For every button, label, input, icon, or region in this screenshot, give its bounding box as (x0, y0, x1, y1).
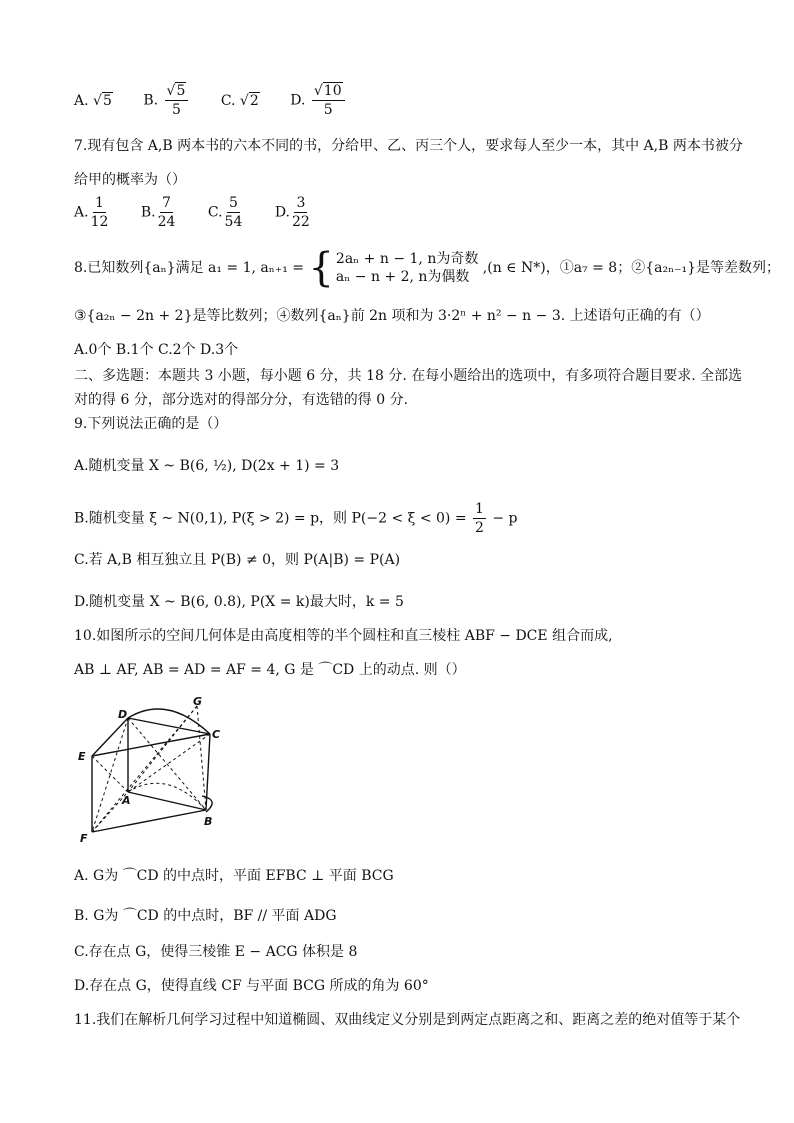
section2-instructions-line2: 对的得 6 分，部分选对的得部分分，有选错的得 0 分. (74, 392, 409, 408)
q6-option-b: B. $\frac{√5}{5}$ (143, 82, 190, 119)
q9-option-c: C.若 A,B 相互独立且 P(B) ≠ 0，则 P(A|B) = P(A) (74, 552, 401, 568)
q8-options: A.0个 B.1个 C.2个 D.3个 (74, 342, 239, 358)
q7-option-b: B. $\frac{7}{24}$ (140, 195, 176, 230)
q11-stem-line1: 11.我们在解析几何学习过程中知道椭圆、双曲线定义分别是到两定点距离之和、距离之差的绝对值等于某个 (74, 1012, 741, 1028)
fig-label-d: D (118, 708, 128, 721)
fig-label-f: F (80, 832, 88, 845)
q9-option-a: A.随机变量 X ~ B(6, ½), D(2x + 1) = 3 (74, 458, 340, 474)
q10-option-c: C.存在点 G，使得三棱锥 E − ACG 体积是 8 (74, 944, 358, 960)
q6-option-c: C. √2 (220, 92, 259, 109)
q7-stem-line1: 7.现有包含 A,B 两本书的六本不同的书，分给甲、乙、丙三个人，要求每人至少一本，其中 A,B 两本书被分 (74, 138, 743, 154)
q10-stem-line2: AB ⊥ AF, AB = AD = AF = 4, G 是 ⌒CD 上的动点. 则（） (74, 662, 466, 678)
fig-label-a: A (122, 794, 131, 807)
q10-geometry-figure (72, 696, 222, 846)
q9-option-b: B.随机变量 ξ ~ N(0,1), P(ξ > 2) = p，则 P(−2 < ξ < 0) = $\frac{1}{2}$ − p (74, 501, 518, 536)
q7-option-d: D. $\frac{3}{22}$ (274, 195, 310, 230)
fig-label-c: C (212, 728, 221, 741)
q10-stem-line1: 10.如图所示的空间几何体是由高度相等的半个圆柱和直三棱柱 ABF − DCE 组合而成, (74, 628, 613, 644)
q8-stem-line2: ③{a₂ₙ − 2n + 2}是等比数列；④数列{aₙ}前 2n 项和为 3·2ⁿ + n² − n − 3. 上述语句正确的有（） (74, 308, 710, 324)
fig-label-e: E (78, 750, 86, 763)
q7-option-c: C. $\frac{5}{54}$ (207, 195, 243, 230)
q7-option-a: A. $\frac{1}{12}$ (74, 195, 109, 230)
q6-options (74, 82, 754, 119)
q10-option-d: D.存在点 G，使得直线 CF 与平面 BCG 所成的角为 60° (74, 978, 429, 994)
q9-option-d: D.随机变量 X ~ B(6, 0.8), P(X = k)最大时，k = 5 (74, 594, 404, 610)
q6-option-d: D. $\frac{√10}{5}$ (290, 82, 346, 119)
q8-stem-line1: 8.已知数列{aₙ}满足 a₁ = 1, aₙ₊₁ = { 2aₙ + n − 1, n为奇数 aₙ − n + 2, n为偶数 ,(n ∈ N*)，①a₇ = 8；②{a₂ₙ₋₁}是等差数列； (74, 245, 781, 291)
fig-label-b: B (204, 815, 213, 828)
q10-option-b: B. G为 ⌒CD 的中点时，BF // 平面 ADG (74, 908, 337, 924)
fig-label-g: G (193, 696, 203, 708)
q7-stem-line2: 给甲的概率为（） (74, 172, 186, 188)
q7-options (74, 194, 754, 231)
section2-instructions-line1: 二、多选题：本题共 3 小题，每小题 6 分，共 18 分. 在每小题给出的选项中，有多项符合题目要求. 全部选 (74, 368, 743, 384)
q10-option-a: A. G为 ⌒CD 的中点时，平面 EFBC ⊥ 平面 BCG (74, 868, 394, 884)
q9-stem: 9.下列说法正确的是（） (74, 416, 228, 432)
q6-option-a: A. √5 (74, 92, 112, 109)
